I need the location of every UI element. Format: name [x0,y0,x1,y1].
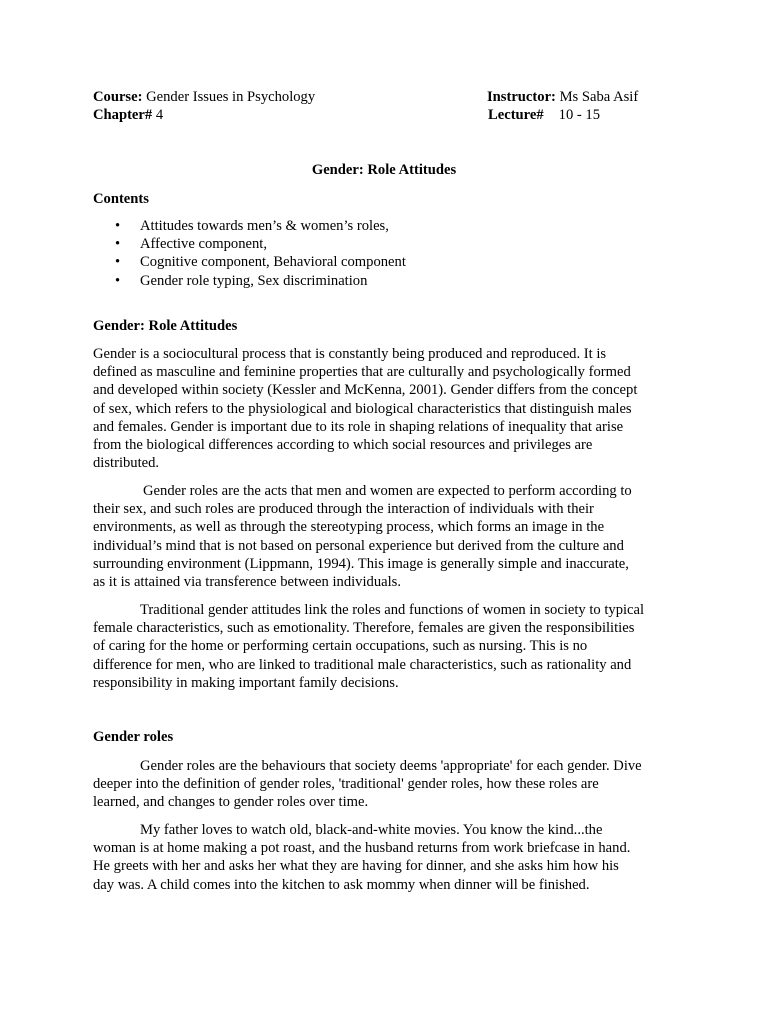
text-line: day was. A child comes into the kitchen to ask mommy when dinner will be finished. [93,876,590,893]
text-line-content: My father loves to watch old, black-and-white movies. You know the kind...the [140,822,603,838]
list-item-text: Gender role typing, Sex discrimination [140,272,368,289]
text-line: environments, as well as through the stereotyping process, which forms an image in the [93,519,605,536]
contents-heading: Contents [93,191,149,207]
list-item [93,217,406,235]
course-value: Gender Issues in Psychology [146,89,316,105]
text-line-content: Gender roles are the behaviours that society deems 'appropriate' for each gender. Dive [140,758,642,774]
bullet-icon: • [115,254,121,271]
text-line-content: Gender roles are the acts that men and women are expected to perform according to [143,483,632,499]
text-line: their sex, and such roles are produced through the interaction of individuals with their [93,501,594,518]
course-label: Course: [93,89,143,105]
text-line: responsibility in making important family decisions. [93,674,399,691]
instructor-value: Ms Saba Asif [559,89,639,105]
text-line: and developed within society (Kessler and McKenna, 2001). Gender differs from the concept [93,382,638,399]
text-line: woman is at home making a pot roast, and the husband returns from work briefcase in hand. [93,840,631,857]
text-line: of sex, which refers to the physiological and biological characteristics that distinguish males [93,400,632,417]
section-heading-gender-roles: Gender roles [93,729,174,745]
list-item-text: Cognitive component, Behavioral component [140,254,406,271]
paragraph-gender-roles-behaviours [93,757,683,812]
course-info [93,88,315,106]
text-line: Gender is a sociocultural process that is constantly being produced and reproduced. It is [93,346,607,362]
list-item-text: Affective component, [140,236,267,253]
text-line: learned, and changes to gender roles over time. [93,794,369,811]
lecture-label: Lecture# [488,107,544,123]
text-line [93,757,683,775]
bullet-icon: • [115,272,121,289]
list-item [93,235,406,253]
instructor-label: Instructor: [487,89,556,105]
paragraph-father-movies [93,821,683,894]
text-line: surrounding environment (Lippmann, 1994). This image is generally simple and inaccurate, [93,555,629,572]
text-line: and females. Gender is important due to its role in shaping relations of inequality that arise [93,418,624,435]
contents-list [93,217,406,290]
chapter-info [93,106,163,124]
text-line: difference for men, who are linked to traditional male characteristics, such as rationality and [93,656,632,673]
list-item [93,272,406,290]
text-line: He greets with her and asks her what they are having for dinner, and she asks him how his [93,858,619,875]
text-line: female characteristics, such as emotionality. Therefore, females are given the responsibilities [93,620,635,637]
header-row-1 [93,88,693,106]
list-item-text: Attitudes towards men’s & women’s roles, [140,218,389,234]
text-line [93,821,683,839]
text-line: as it is attained via transference between individuals. [93,573,401,590]
text-line: from the biological differences according to which social resources and privileges are [93,436,593,453]
document-title: Gender: Role Attitudes [311,162,457,178]
text-line: deeper into the definition of gender roles, 'traditional' gender roles, how these roles are [93,776,599,793]
bullet-icon: • [115,218,121,234]
text-line [93,482,683,500]
bullet-icon: • [115,236,121,253]
text-line: individual’s mind that is not based on personal experience but derived from the culture and [93,537,624,554]
paragraph-gender-roles-acts [93,482,683,591]
text-line [93,601,683,619]
instructor-info [487,88,638,106]
text-line: distributed. [93,455,160,472]
text-line: defined as masculine and feminine properties that are culturally and psychologically formed [93,364,631,381]
text-line-content: Traditional gender attitudes link the roles and functions of women in society to typical [140,602,645,618]
lecture-info [488,106,600,124]
paragraph-gender-definition [93,345,683,472]
paragraph-traditional-attitudes [93,601,683,692]
header-row-2 [93,106,693,124]
chapter-value: 4 [155,107,164,123]
list-item [93,253,406,271]
lecture-value: 10 - 15 [558,107,601,123]
text-line: of caring for the home or performing certain occupations, such as nursing. This is no [93,638,588,655]
section-heading-role-attitudes: Gender: Role Attitudes [93,318,238,334]
chapter-label: Chapter# [93,107,153,123]
